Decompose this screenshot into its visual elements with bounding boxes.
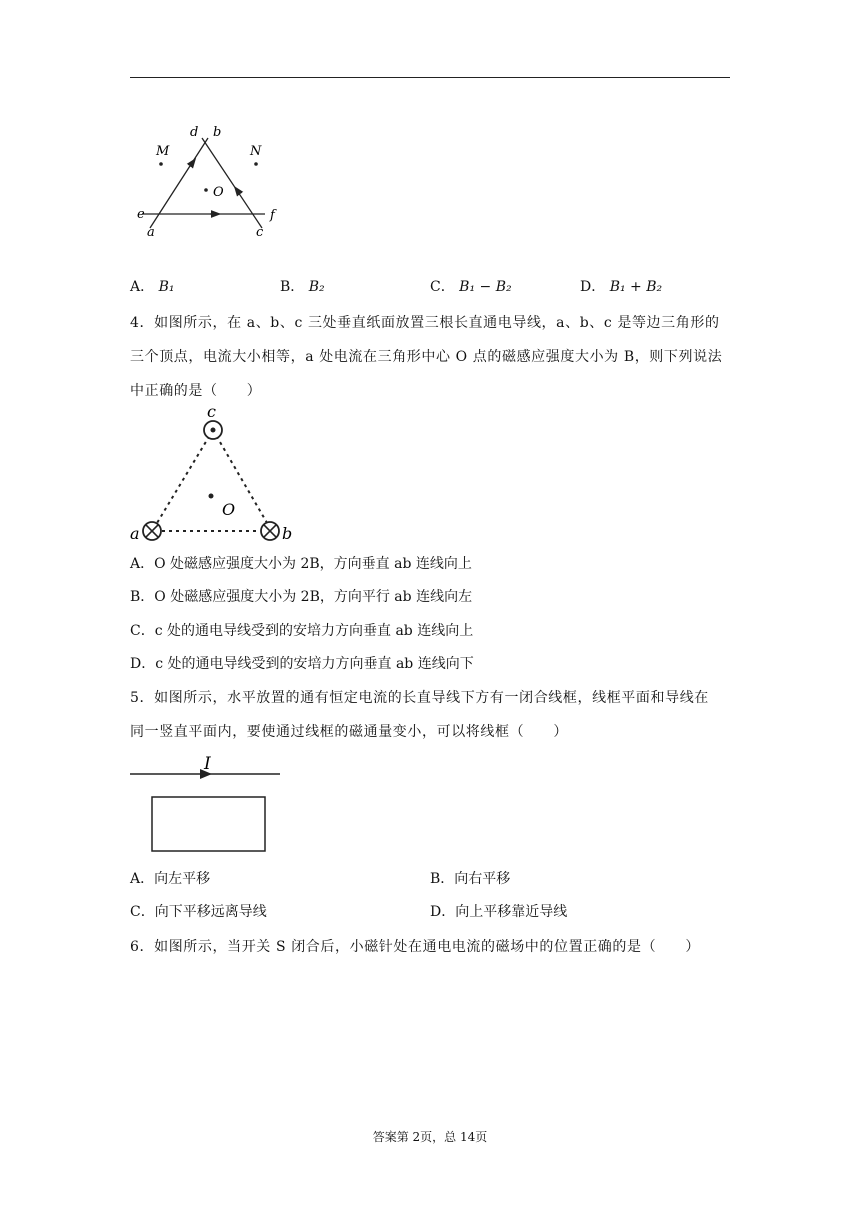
label-current: I <box>204 754 211 774</box>
q4-option-c[interactable]: C．c 处的通电导线受到的安培力方向垂直 ab 连线向上 <box>130 623 474 639</box>
label-O: O <box>213 185 224 200</box>
q5-line-2: 同一竖直平面内，要使通过线框的磁通量变小，可以将线框（ ） <box>130 724 568 740</box>
label-a: a <box>147 225 155 240</box>
label-c: c <box>256 225 264 240</box>
header-rule <box>130 77 730 78</box>
label-a: a <box>130 524 140 542</box>
q5-option-d[interactable]: D．向上平移靠近导线 <box>430 904 568 920</box>
figure-wire-and-loop <box>128 752 288 857</box>
q4-line-1: 4．如图所示，在 a、b、c 三处垂直纸面放置三根长直通电导线，a、b、c 是等边三角形的 <box>130 315 720 331</box>
label-f: f <box>270 208 275 223</box>
q5-option-c[interactable]: C．向下平移远离导线 <box>130 904 267 920</box>
q4-option-b[interactable]: B．O 处磁感应强度大小为 2B，方向平行 ab 连线向左 <box>130 589 473 605</box>
label-M: M <box>156 144 170 159</box>
q5-line-1: 5．如图所示，水平放置的通有恒定电流的长直导线下方有一闭合线框，线框平面和导线在 <box>130 690 709 706</box>
label-c: c <box>207 402 216 421</box>
q5-option-a[interactable]: A．向左平移 <box>130 871 211 887</box>
q3-option-b[interactable]: B． B₂ <box>280 279 325 295</box>
q5-option-b[interactable]: B．向右平移 <box>430 871 511 887</box>
q5-text <box>130 681 734 749</box>
q6-line-1: 6．如图所示，当开关 S 闭合后，小磁针处在通电电流的磁场中的位置正确的是（ ） <box>130 939 700 955</box>
q4-option-a[interactable]: A．O 处磁感应强度大小为 2B，方向垂直 ab 连线向上 <box>130 556 472 572</box>
current-into-page-a <box>143 522 161 540</box>
closed-loop <box>152 797 265 851</box>
label-O: O <box>222 500 236 519</box>
label-N: N <box>250 144 262 159</box>
label-d: d <box>190 125 199 140</box>
q4-line-3: 中正确的是（ ） <box>130 383 262 399</box>
label-e: e <box>137 207 145 222</box>
figure-three-currents <box>128 402 298 542</box>
current-out-of-page-c <box>204 421 222 439</box>
q4-text <box>130 306 734 408</box>
q4-option-d[interactable]: D．c 处的通电导线受到的安培力方向垂直 ab 连线向下 <box>130 656 474 672</box>
figure-triangle-wires <box>130 120 290 245</box>
q3-option-d[interactable]: D． B₁ + B₂ <box>580 279 663 295</box>
q3-option-c[interactable]: C． B₁ − B₂ <box>430 279 512 295</box>
current-into-page-b <box>261 522 279 540</box>
q3-option-a[interactable]: A． B₁ <box>130 279 175 295</box>
page-footer: 答案第 2页，总 14页 <box>372 1130 488 1144</box>
q6-text <box>130 930 734 964</box>
label-b: b <box>213 125 222 140</box>
label-b: b <box>282 524 293 542</box>
q4-line-2: 三个顶点，电流大小相等，a 处电流在三角形中心 O 点的磁感应强度大小为 B，则下列说法 <box>130 349 723 365</box>
